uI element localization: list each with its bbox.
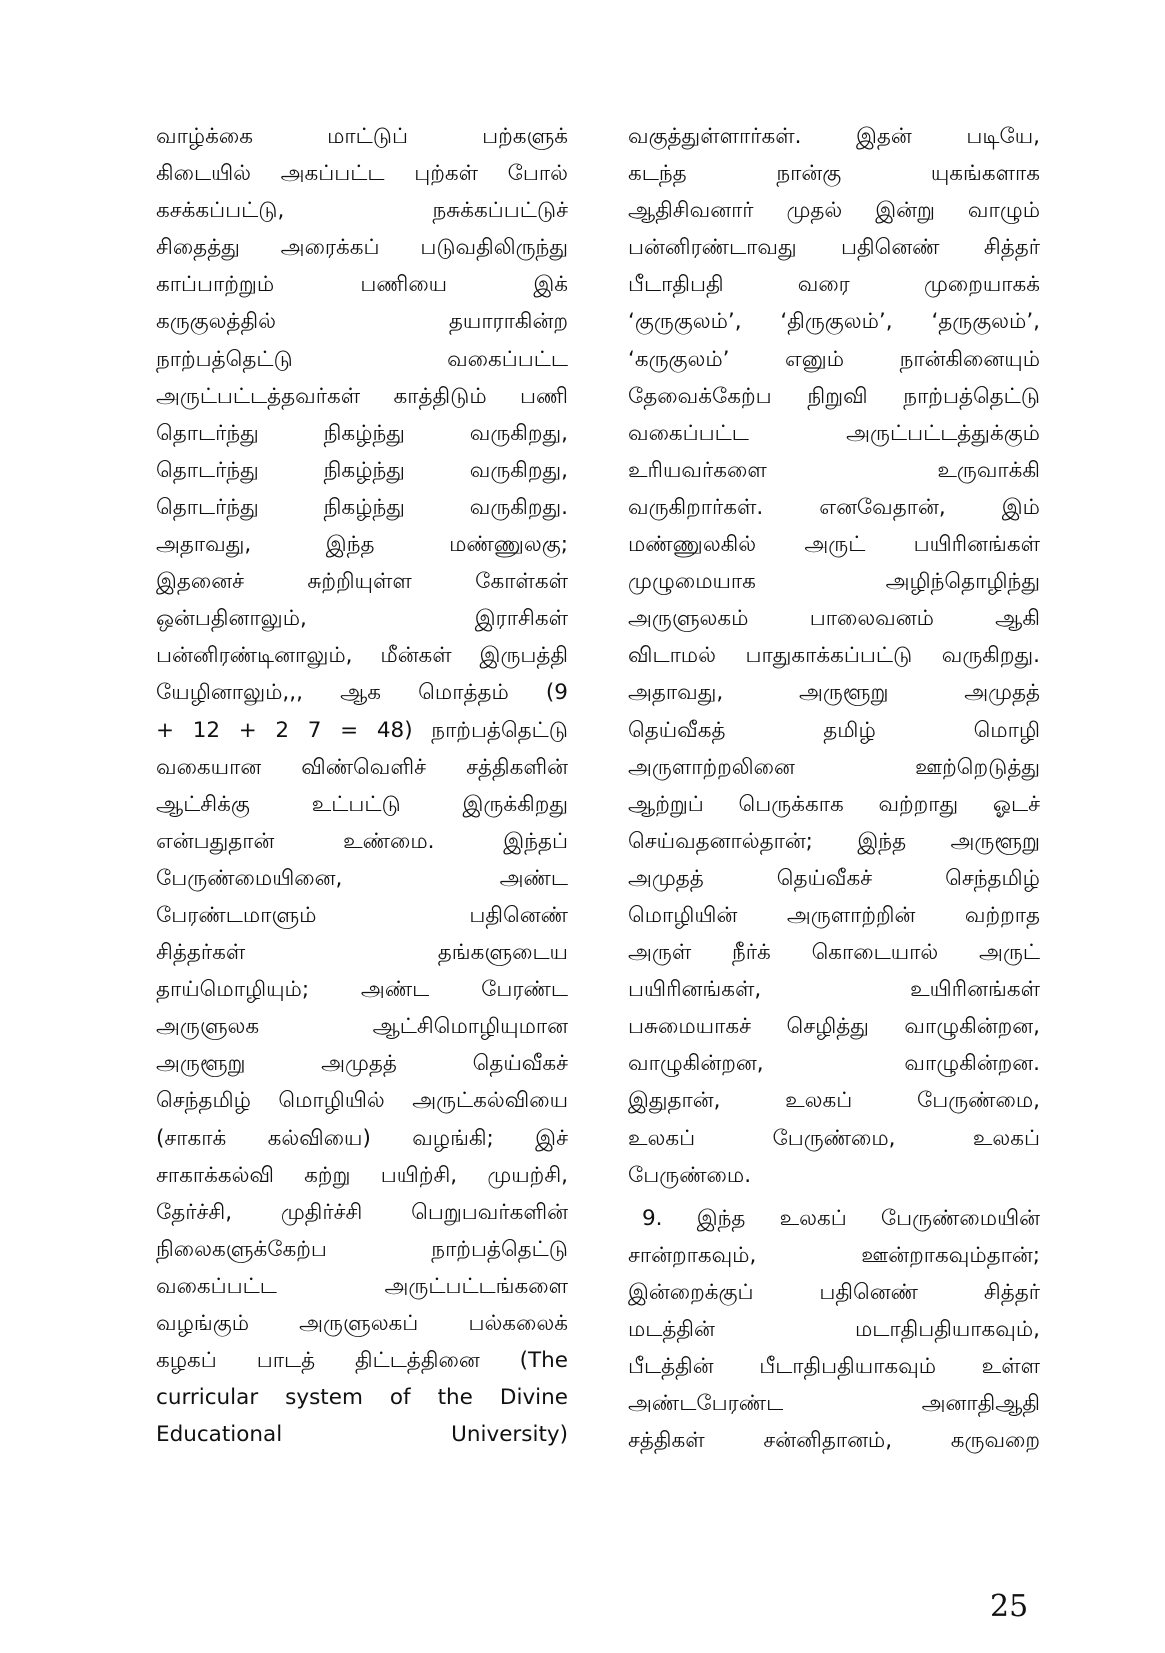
text-line: இதுதான், உலகப் பேருண்மை, xyxy=(628,1088,1040,1114)
text-line: மடத்தின் மடாதிபதியாகவும், xyxy=(628,1317,1040,1342)
text-line: என்பதுதான் உண்மை. இந்தப் xyxy=(156,828,568,854)
text-line: சாகாக்கல்வி கற்று பயிற்சி, முயற்சி, xyxy=(156,1162,568,1188)
text-line: பீடாதிபதி வரை முறையாகக் xyxy=(628,272,1040,298)
text-line: செய்வதனால்தான்; இந்த அருளூறு xyxy=(628,828,1040,854)
text-line: வழங்கும் அருளுலகப் பல்கலைக் xyxy=(156,1311,568,1336)
text-line: பேரண்டமாளும் பதினெண் xyxy=(156,902,568,928)
text-line: Educational University) xyxy=(156,1422,568,1448)
text-line: சான்றாகவும், ஊன்றாகவும்தான்; xyxy=(628,1242,1040,1268)
text-line: ஒன்பதினாலும், இராசிகள் xyxy=(156,606,568,632)
text-line: அமுதத் தெய்வீகச் செந்தமிழ் xyxy=(628,865,1040,891)
text-line: அதாவது, இந்த மண்ணுலகு; xyxy=(156,532,568,558)
text-line: அதாவது, அருளூறு அமுதத் xyxy=(628,680,1040,706)
text-line: கழகப் பாடத் திட்டத்தினை (The xyxy=(156,1348,568,1374)
text-line: அண்டபேரண்ட அனாதிஆதி xyxy=(628,1391,1040,1417)
text-line: தேவைக்கேற்ப நிறுவி நாற்பத்தெட்டு xyxy=(628,383,1040,409)
text-line: செந்தமிழ் மொழியில் அருட்கல்வியை xyxy=(156,1088,568,1114)
text-line: வகையான விண்வெளிச் சத்திகளின் xyxy=(156,754,568,780)
text-line: தொடர்ந்து நிகழ்ந்து வருகிறது, xyxy=(156,457,568,483)
text-line: இன்றைக்குப் பதினெண் சித்தர் xyxy=(628,1279,1040,1305)
text-line: தேர்ச்சி, முதிர்ச்சி பெறுபவர்களின் xyxy=(156,1199,568,1225)
text-line: அருளூறு அமுதத் தெய்வீகச் xyxy=(156,1051,568,1077)
left-text-column xyxy=(156,118,568,1453)
text-line: மண்ணுலகில் அருட் பயிரினங்கள் xyxy=(628,532,1040,558)
text-line: ‘குருகுலம்’, ‘திருகுலம்’, ‘தருகுலம்’, xyxy=(628,309,1040,335)
text-line: (சாகாக் கல்வியை) வழங்கி; இச் xyxy=(156,1125,568,1151)
text-line: அருளாற்றலினை ஊற்றெடுத்து xyxy=(628,754,1040,780)
text-line: நாற்பத்தெட்டு வகைப்பட்ட xyxy=(156,346,568,372)
text-line: சிதைத்து அரைக்கப் படுவதிலிருந்து xyxy=(156,235,568,261)
text-line: பீடத்தின் பீடாதிபதியாகவும் உள்ள xyxy=(628,1354,1040,1380)
text-line: ‘கருகுலம்’ எனும் நான்கினையும் xyxy=(628,346,1040,372)
text-line: தொடர்ந்து நிகழ்ந்து வருகிறது, xyxy=(156,420,568,446)
text-line: கருகுலத்தில் தயாராகின்ற xyxy=(156,309,568,335)
text-line: முழுமையாக அழிந்தொழிந்து xyxy=(628,569,1040,595)
text-line: இதனைச் சுற்றியுள்ள கோள்கள் xyxy=(156,569,568,595)
text-line: வாழுகின்றன, வாழுகின்றன. xyxy=(628,1051,1040,1077)
text-line: யேழினாலும்,,, ஆக மொத்தம் (9 xyxy=(156,680,568,706)
text-line: மொழியின் அருளாற்றின் வற்றாத xyxy=(628,902,1040,928)
text-line: வருகிறார்கள். எனவேதான், இம் xyxy=(628,494,1040,520)
text-line: பன்னிரண்டாவது பதினெண் சித்தர் xyxy=(628,235,1040,261)
text-line: பேருண்மை. xyxy=(628,1162,752,1188)
text-line: தொடர்ந்து நிகழ்ந்து வருகிறது. xyxy=(156,494,568,520)
text-line: சித்தர்கள் தங்களுடைய xyxy=(156,940,568,966)
text-line: வகைப்பட்ட அருட்பட்டத்துக்கும் xyxy=(628,420,1040,446)
text-line: நிலைகளுக்கேற்ப நாற்பத்தெட்டு xyxy=(156,1236,568,1262)
text-line: பசுமையாகச் செழித்து வாழுகின்றன, xyxy=(628,1014,1040,1040)
text-line: அருளுலகம் பாலைவனம் ஆகி xyxy=(628,606,1040,632)
text-line: பேருண்மையினை, அண்ட xyxy=(156,865,568,891)
text-line: காப்பாற்றும் பணியை இக் xyxy=(156,272,568,298)
text-line: பன்னிரண்டினாலும், மீன்கள் இருபத்தி xyxy=(156,643,568,669)
text-line: 9. இந்த உலகப் பேருண்மையின் xyxy=(642,1205,1040,1231)
right-text-column xyxy=(628,118,1040,1459)
text-line: ஆட்சிக்கு உட்பட்டு இருக்கிறது xyxy=(156,791,568,817)
text-line: ஆதிசிவனார் முதல் இன்று வாழும் xyxy=(628,198,1040,224)
text-line: விடாமல் பாதுகாக்கப்பட்டு வருகிறது. xyxy=(628,643,1040,669)
text-line: தாய்மொழியும்; அண்ட பேரண்ட xyxy=(156,977,568,1003)
text-line: அருட்பட்டத்தவர்கள் காத்திடும் பணி xyxy=(156,383,568,409)
text-line: + 12 + 2 7 = 48) நாற்பத்தெட்டு xyxy=(156,717,568,743)
text-line: அருளுலக ஆட்சிமொழியுமான xyxy=(156,1014,568,1040)
text-line: உரியவர்களை உருவாக்கி xyxy=(628,457,1040,483)
text-line: வகைப்பட்ட அருட்பட்டங்களை xyxy=(156,1273,568,1299)
text-line: தெய்வீகத் தமிழ் மொழி xyxy=(628,717,1040,743)
text-line: கசக்கப்பட்டு, நசுக்கப்பட்டுச் xyxy=(156,198,568,224)
text-line: கிடையில் அகப்பட்ட புற்கள் போல் xyxy=(156,161,568,187)
text-line: வாழ்க்கை மாட்டுப் பற்களுக் xyxy=(156,124,568,149)
text-line: ஆற்றுப் பெருக்காக வற்றாது ஓடச் xyxy=(628,791,1040,817)
page-number: 25 xyxy=(990,1589,1029,1624)
text-line: கடந்த நான்கு யுகங்களாக xyxy=(628,161,1040,187)
text-line: பயிரினங்கள், உயிரினங்கள் xyxy=(628,977,1040,1003)
text-line: curricular system of the Divine xyxy=(156,1385,568,1411)
text-line: சத்திகள் சன்னிதானம், கருவறை xyxy=(628,1428,1040,1454)
text-line: அருள் நீர்க் கொடையால் அருட் xyxy=(628,940,1040,966)
text-line: உலகப் பேருண்மை, உலகப் xyxy=(628,1125,1040,1151)
text-line: வகுத்துள்ளார்கள். இதன் படியே, xyxy=(628,124,1040,149)
